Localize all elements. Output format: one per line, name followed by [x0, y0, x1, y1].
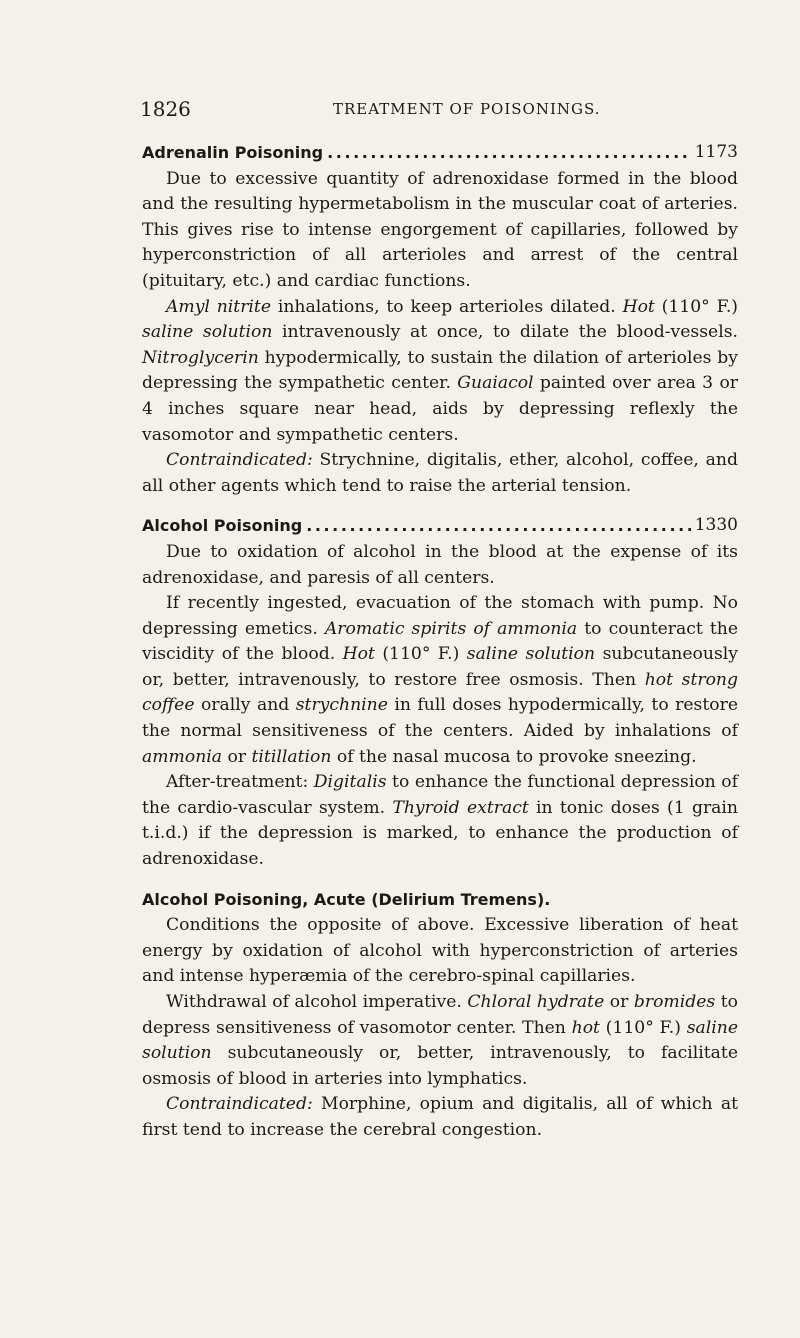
- paragraph: [142, 448, 738, 499]
- italic-text: Contraindicated:: [166, 450, 313, 471]
- italic-text: saline solution: [142, 1017, 738, 1064]
- italic-text: Guaiacol: [457, 373, 534, 394]
- text-run: hypodermically, to sustain the dilation of arterioles by depressing the sympathetic center.: [142, 347, 738, 394]
- italic-text: Nitroglycerin: [142, 347, 259, 368]
- paragraph: [142, 1092, 738, 1143]
- text-run: or: [222, 746, 252, 767]
- italic-text: Contraindicated:: [166, 1094, 313, 1115]
- text-run: (110° F.): [374, 644, 467, 665]
- text-run: Withdrawal of alcohol imperative.: [166, 992, 468, 1012]
- entry: [142, 513, 738, 872]
- text-run: intravenously at once, to dilate the blood-vessels.: [272, 322, 738, 343]
- text-run: of the nasal mucosa to provoke sneezing.: [331, 746, 697, 767]
- paragraph: [142, 167, 738, 295]
- entry-page-reference: 1330: [694, 515, 738, 536]
- italic-text: strychnine: [295, 695, 388, 716]
- paragraph: [142, 540, 738, 591]
- dot-leader: [327, 140, 691, 166]
- paragraph: [142, 295, 738, 449]
- dot-leader: [306, 513, 691, 539]
- text-run: inhalations, to keep arterioles dilated.: [271, 296, 623, 317]
- text-run: to counteract the viscidity of the blood.: [142, 618, 739, 665]
- paragraph: [142, 591, 738, 770]
- italic-text: Thyroid extract: [392, 797, 529, 818]
- italic-text: Chloral hydrate: [467, 992, 605, 1012]
- text-run: (110° F.): [654, 296, 738, 317]
- text-run: Due to excessive quantity of adrenoxidase formed in the blood and the resulting hypermetabolism in the muscular coat of arteries. This gives rise to intense engorgement of capillaries, followed by hyperconstriction of all arterioles and arrest of the central (pituitary, etc.) and cardiac functions.: [142, 168, 738, 291]
- text-run: or: [604, 992, 634, 1012]
- italic-text: Amyl nitrite: [166, 296, 272, 317]
- text-run: (110° F.): [599, 1017, 687, 1038]
- text-run: orally and: [194, 695, 296, 716]
- italic-text: ammonia: [142, 746, 223, 767]
- italic-text: Aromatic spirits of ammonia: [324, 618, 578, 639]
- paragraph: [142, 770, 738, 872]
- italic-text: hot: [571, 1017, 600, 1038]
- entry-page-reference: 1173: [694, 142, 738, 162]
- entry-heading: [142, 140, 738, 166]
- text-run: in full doses hypodermically, to restore the normal sensitiveness of the centers. Aided by inhalations of: [142, 695, 738, 742]
- text-run: in tonic doses (1 grain t.i.d.) if the depression is marked, to enhance the production of adrenoxidase.: [142, 797, 738, 870]
- italic-text: bromides: [633, 992, 716, 1012]
- entry-title: Alcohol Poisoning: [142, 516, 303, 536]
- italic-text: Hot: [622, 296, 655, 317]
- text-run: Morphine, opium and digitalis, all of which at first tend to increase the cerebral congestion.: [142, 1094, 738, 1140]
- paragraph: [142, 913, 738, 990]
- text-run: After-treatment:: [166, 772, 314, 793]
- entry-title: Adrenalin Poisoning: [142, 143, 324, 162]
- text-run: subcutaneously or, better, intravenously, to facilitate osmosis of blood in arteries into lymphatics.: [142, 1043, 738, 1089]
- italic-text: Hot: [342, 644, 375, 665]
- paragraph: [142, 990, 738, 1092]
- italic-text: Digitalis: [313, 772, 387, 793]
- entry-heading: [142, 887, 738, 913]
- page-number: 1826: [140, 97, 191, 121]
- page-content: [142, 140, 738, 1158]
- text-run: Conditions the opposite of above. Excessive liberation of heat energy by oxidation of alcohol with hyperconstriction of arteries and intense hyperæmia of the cerebro-spinal capillaries.: [142, 915, 738, 987]
- text-run: Due to oxidation of alcohol in the blood at the expense of its adrenoxidase, and paresis of all centers.: [142, 541, 738, 588]
- text-run: to enhance the functional depression of the cardio-vascular system.: [142, 772, 738, 818]
- text-run: painted over area 3 or 4 inches square near head, aids by depressing reflexly the vasomotor and sympathetic centers.: [142, 373, 739, 445]
- italic-text: titillation: [251, 746, 332, 767]
- text-run: Strychnine, digitalis, ether, alcohol, coffee, and all other agents which tend to raise the arterial tension.: [142, 450, 738, 496]
- entry-heading: [142, 513, 738, 539]
- italic-text: saline solution: [142, 322, 273, 343]
- text-run: subcutaneously or, better, intravenously, to restore free osmosis. Then: [142, 644, 738, 690]
- italic-text: hot strong coffee: [142, 669, 738, 716]
- entry-title: Alcohol Poisoning, Acute (Delirium Tremens).: [142, 889, 551, 909]
- entry: [142, 887, 738, 1144]
- entry: [142, 140, 738, 499]
- running-head: TREATMENT OF POISONINGS.: [333, 100, 601, 118]
- page-header: [140, 97, 740, 127]
- text-run: to depress sensitiveness of vasomotor center. Then: [142, 992, 738, 1038]
- text-run: If recently ingested, evacuation of the stomach with pump. No depressing emetics.: [142, 593, 738, 639]
- italic-text: saline solution: [466, 644, 596, 665]
